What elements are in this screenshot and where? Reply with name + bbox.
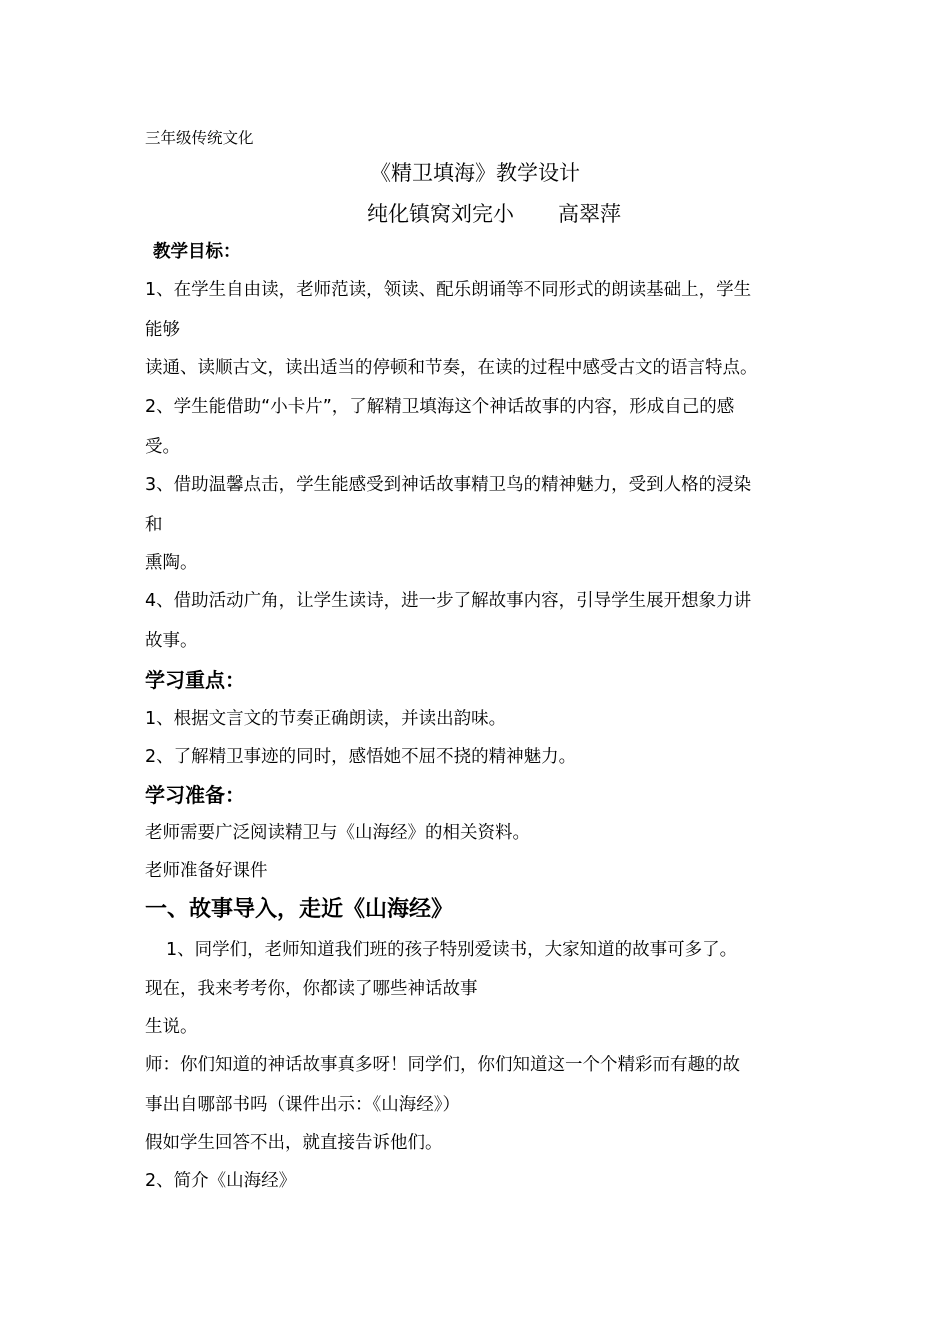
objective-line: 故事。 (145, 631, 198, 651)
key-points-heading: 学习重点： (145, 668, 245, 692)
preparation-line: 老师准备好课件 (145, 861, 268, 881)
section-line: 事出自哪部书吗（课件出示：《山海经》） (145, 1095, 460, 1115)
objective-line: 读通、读顺古文，读出适当的停顿和节奏，在读的过程中感受古文的语言特点。 (145, 358, 758, 378)
document-title: 《精卫填海》教学设计 (370, 161, 580, 185)
objective-line: 能够 (145, 320, 180, 340)
preparation-heading: 学习准备： (145, 783, 245, 807)
key-point-line: 2、了解精卫事迹的同时，感悟她不屈不挠的精神魅力。 (145, 747, 577, 767)
section-heading: 一、故事导入，走近《山海经》 (145, 897, 454, 922)
objective-line: 4、借助活动广角，让学生读诗，进一步了解故事内容，引导学生展开想象力讲 (145, 591, 752, 611)
key-point-line: 1、根据文言文的节奏正确朗读，并读出韵味。 (145, 709, 507, 729)
section-line: 现在，我来考考你，你都读了哪些神话故事 (145, 979, 478, 999)
section-line: 2、简介《山海经》 (145, 1171, 297, 1191)
objective-line: 和 (145, 515, 163, 535)
section-line: 假如学生回答不出，就直接告诉他们。 (145, 1133, 443, 1153)
objectives-heading: 教学目标： (153, 242, 241, 262)
objective-line: 3、借助温馨点击，学生能感受到神话故事精卫鸟的精神魅力，受到人格的浸染 (145, 475, 752, 495)
category-label: 三年级传统文化 (145, 129, 254, 147)
objective-line: 1、在学生自由读，老师范读，领读、配乐朗诵等不同形式的朗读基础上，学生 (145, 280, 752, 300)
preparation-line: 老师需要广泛阅读精卫与《山海经》的相关资料。 (145, 823, 530, 843)
author-school: 纯化镇窝刘完小 (367, 202, 514, 226)
objective-line: 2、学生能借助“小卡片”，了解精卫填海这个神话故事的内容，形成自己的感 (145, 397, 735, 417)
author-name: 高翠萍 (558, 202, 621, 226)
section-line: 师：你们知道的神话故事真多呀！同学们，你们知道这一个个精彩而有趣的故 (145, 1055, 740, 1075)
objective-line: 受。 (145, 437, 180, 457)
section-line: 生说。 (145, 1017, 198, 1037)
objective-line: 熏陶。 (145, 553, 198, 573)
section-line: 1、同学们，老师知道我们班的孩子特别爱读书，大家知道的故事可多了。 (166, 940, 738, 960)
author-line (0, 201, 950, 227)
